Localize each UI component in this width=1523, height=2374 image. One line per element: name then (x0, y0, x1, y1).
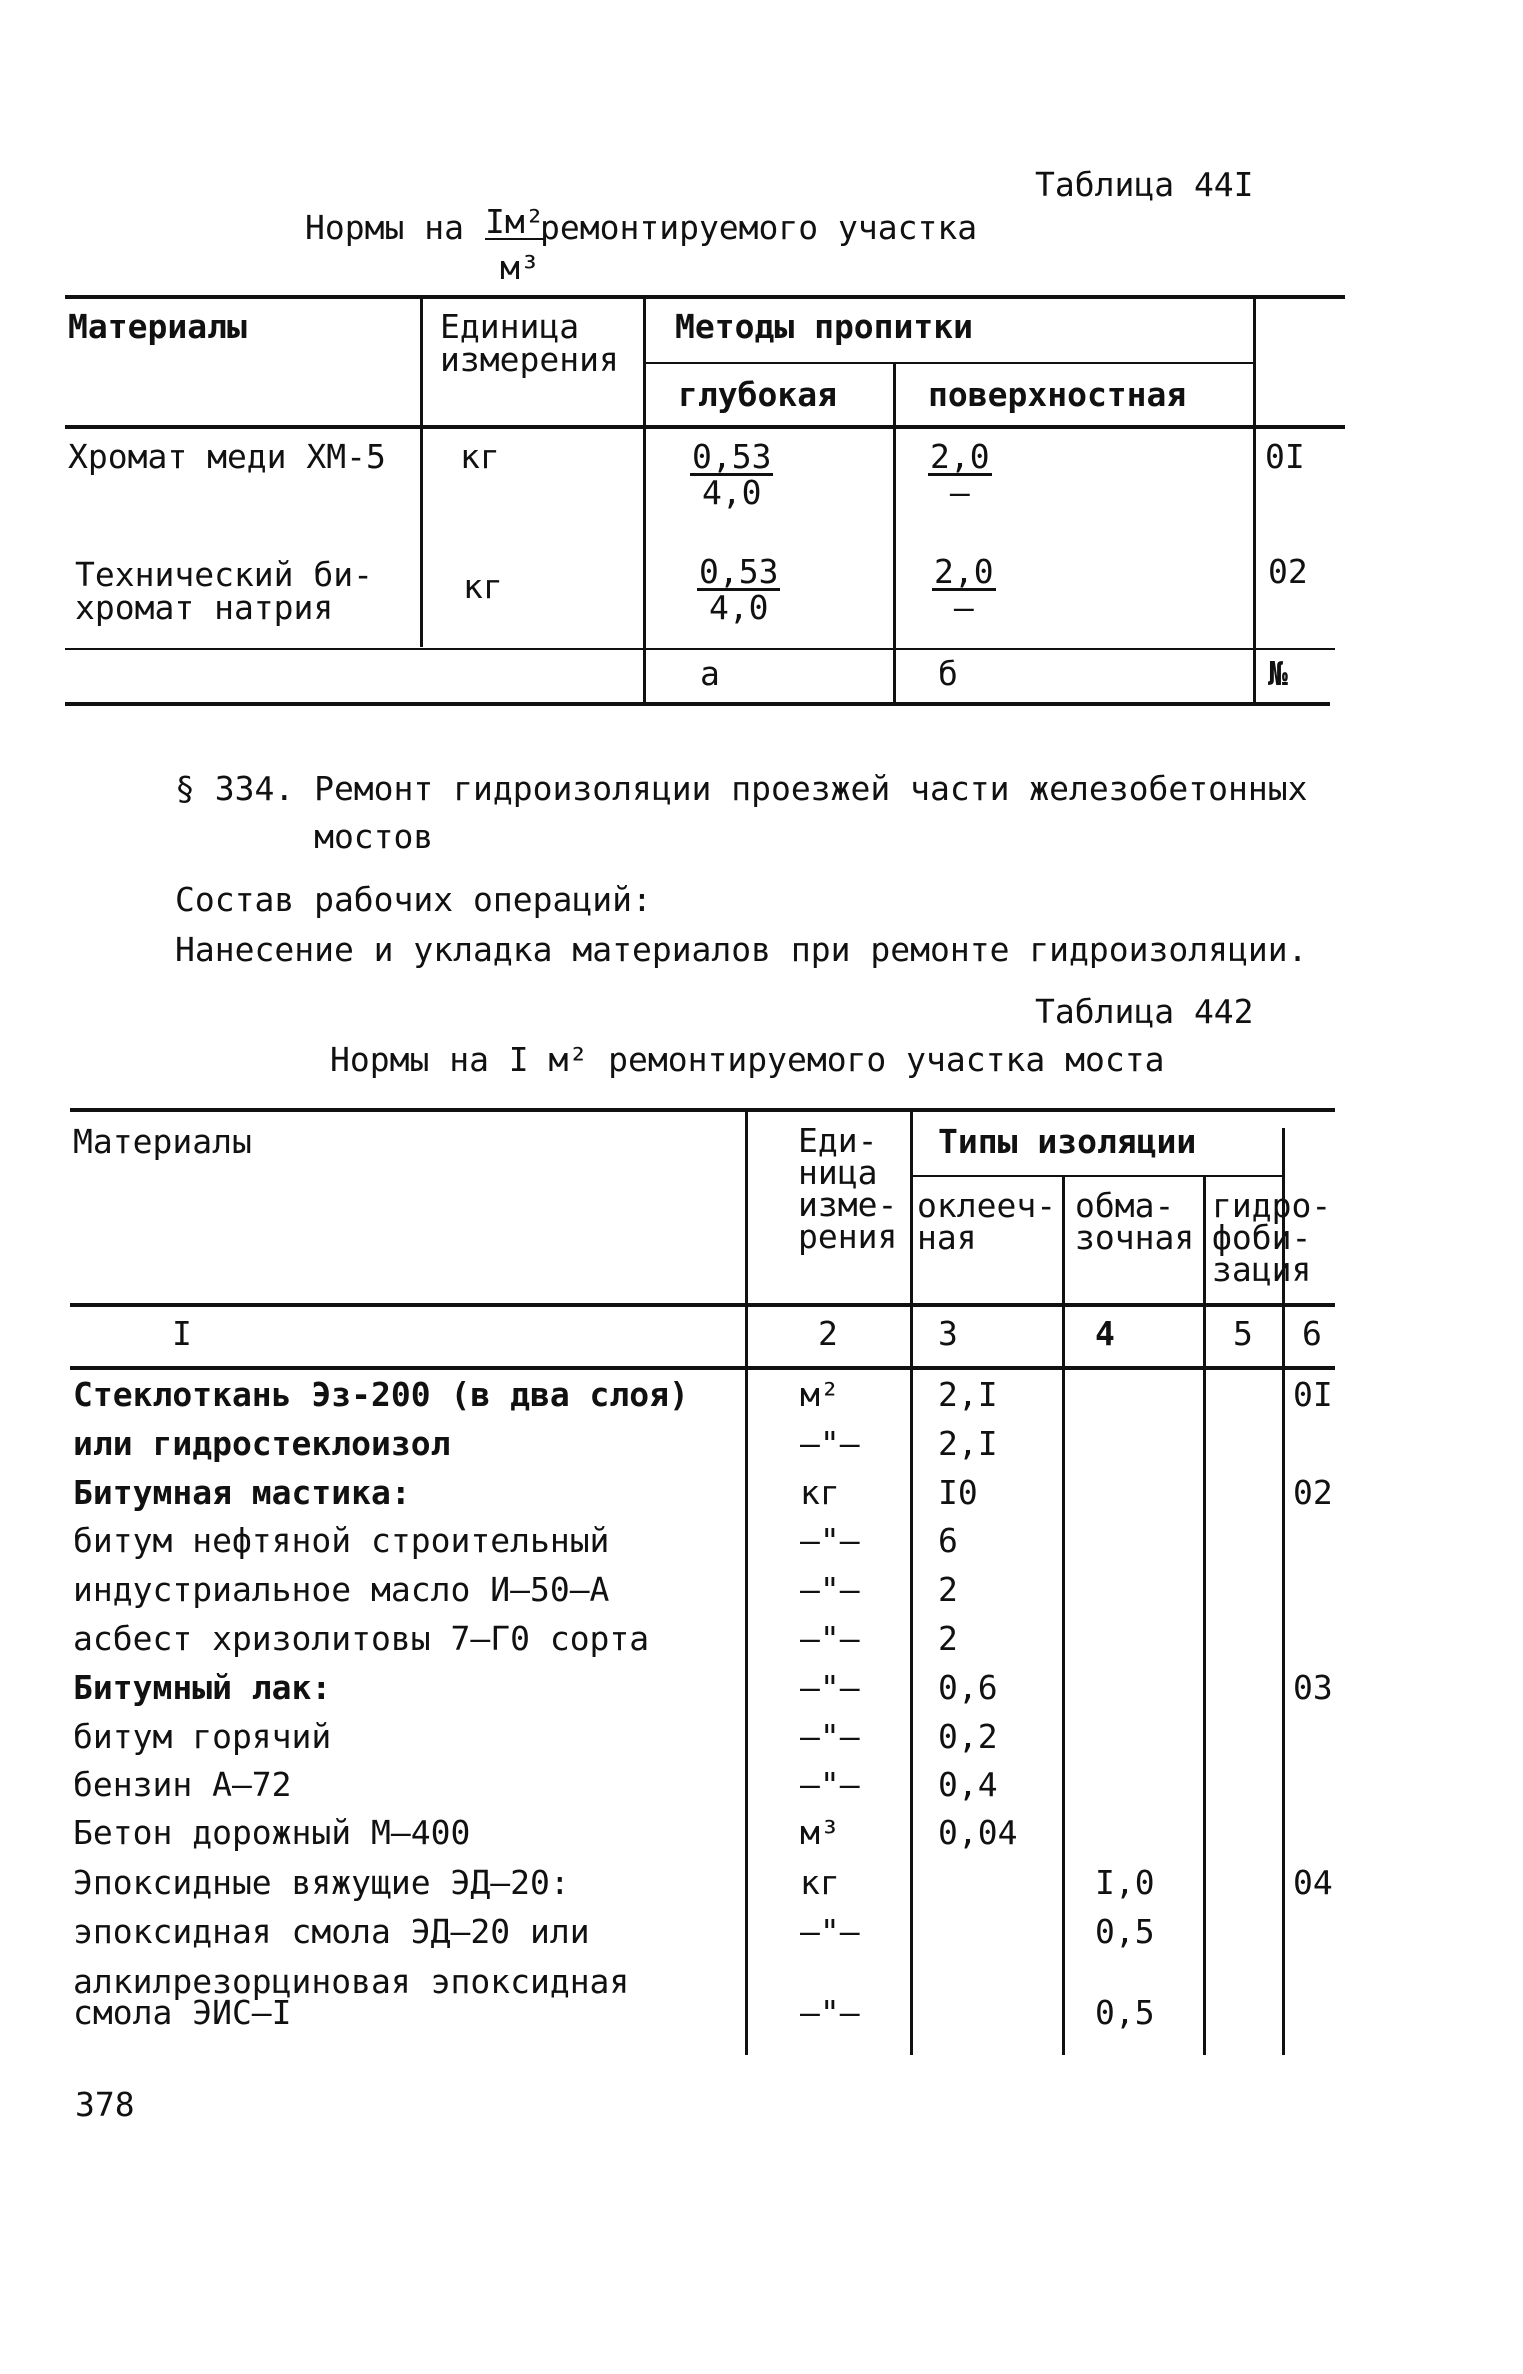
t442-v4 (1203, 1175, 1206, 2055)
page-number: 378 (75, 2085, 135, 2124)
t441-header-unit: Единица измерения (440, 307, 619, 379)
t442-row-glued: 2 (938, 1570, 958, 1609)
t442-row-unit: –"– (800, 1424, 860, 1463)
t442-row-material: Стеклоткань Эз-200 (в два слоя) (73, 1375, 689, 1414)
t441-row1-surf-den: – (949, 473, 970, 512)
title-prefix: Нормы на (305, 208, 464, 247)
t441-v4 (1253, 297, 1256, 702)
t442-v1 (745, 1110, 748, 2055)
t441-header-deep: глубокая (678, 375, 837, 414)
col-number-1: I (172, 1314, 192, 1353)
t442-row-unit: –"– (800, 1521, 860, 1560)
t442-top-rule (70, 1108, 1335, 1112)
t442-row-material: асбест хризолитовы 7–Г0 сорта (73, 1619, 650, 1658)
t441-row1-material: Хромат меди ХМ-5 (68, 437, 386, 476)
t441-footer-no: № (1268, 654, 1288, 693)
t441-header-methods: Методы пропитки (675, 307, 974, 346)
t442-header-glued: оклееч- ная (917, 1186, 1057, 1257)
t442-row-glued: 0,2 (938, 1717, 998, 1756)
t442-row-material: или гидростеклоизол (73, 1424, 451, 1463)
t442-header-unit: Еди- ница изме- рения (798, 1121, 898, 1256)
t442-row-material: индустриальное масло И–50–А (73, 1570, 610, 1609)
t441-header-bottom (65, 425, 1345, 429)
t442-row-material: бензин А–72 (73, 1765, 292, 1804)
col-number-2: 2 (818, 1314, 838, 1353)
t441-header-materials: Материалы (68, 307, 247, 346)
section-heading: § 334. Ремонт гидроизоляции проезжей части железобетонных мостов (175, 769, 1308, 856)
table-441-title (305, 208, 464, 247)
col-number-4: 4 (1095, 1314, 1115, 1353)
t442-v3 (1062, 1175, 1065, 2055)
t442-row-glued: 2,I (938, 1375, 998, 1414)
t441-methods-rule (645, 362, 1255, 364)
t442-header-hydro: гидро- фоби- зация (1212, 1186, 1332, 1289)
t441-header-surface: поверхностная (928, 375, 1187, 414)
t441-row1-no: 0I (1265, 437, 1305, 476)
t442-row-coated: 0,5 (1095, 1993, 1155, 2032)
t442-row-no: 04 (1293, 1863, 1333, 1902)
t441-top-rule (65, 295, 1345, 299)
t442-row-unit: –"– (800, 1912, 860, 1951)
col-number-5: 5 (1233, 1314, 1253, 1353)
t442-row-glued: 0,04 (938, 1813, 1018, 1852)
t442-row-unit: кг (800, 1863, 840, 1902)
title-unit-bottom: м³ (500, 248, 540, 287)
t442-row-material: битум нефтяной строительный (73, 1521, 610, 1560)
table-442-title: Нормы на I м² ремонтируемого участка моста (330, 1040, 1165, 1079)
t442-header-coated: обма- зочная (1075, 1186, 1195, 1257)
t442-header-types: Типы изоляции (938, 1122, 1197, 1161)
t441-footer-b: б (938, 654, 958, 693)
ops-label: Состав рабочих операций: (175, 880, 652, 919)
t441-v3 (893, 362, 896, 702)
t442-row-unit: –"– (800, 1668, 860, 1707)
table-441-label: Таблица 44I (1035, 165, 1254, 204)
t442-row-no: 0I (1293, 1375, 1333, 1414)
t442-row-coated: 0,5 (1095, 1912, 1155, 1951)
t442-row-unit: –"– (800, 1993, 860, 2032)
t442-row-no: 03 (1293, 1668, 1333, 1707)
t441-row2-unit: кг (463, 567, 503, 606)
t442-row-glued: 0,4 (938, 1765, 998, 1804)
t441-row2-deep-num: 0,53 (699, 552, 779, 591)
col-number-3: 3 (938, 1314, 958, 1353)
t442-row-material: битум горячий (73, 1717, 332, 1756)
t442-row-unit: –"– (800, 1570, 860, 1609)
t442-row-material: эпоксидная смола ЭД–20 или (73, 1912, 590, 1951)
t441-row2-surf-num: 2,0 (934, 552, 994, 591)
t441-bottom-rule (65, 702, 1330, 706)
t441-v2 (643, 297, 646, 702)
t442-row-glued: 2,I (938, 1424, 998, 1463)
t441-row1-unit: кг (460, 437, 500, 476)
t441-row1-deep-den: 4,0 (701, 473, 762, 512)
t442-row-material: Битумная мастика: (73, 1473, 411, 1512)
t441-row1-deep-num: 0,53 (692, 437, 772, 476)
t442-row-glued: I0 (938, 1473, 978, 1512)
t442-row-glued: 2 (938, 1619, 958, 1658)
t441-row2-deep (697, 552, 780, 627)
t442-types-rule (912, 1175, 1285, 1177)
t441-row2-no: 02 (1268, 552, 1308, 591)
t442-row-no: 02 (1293, 1473, 1333, 1512)
t442-row-coated: I,0 (1095, 1863, 1155, 1902)
t442-row-unit: кг (800, 1473, 840, 1512)
t442-numbers-bottom (70, 1366, 1335, 1370)
t441-row2-deep-den: 4,0 (708, 588, 769, 627)
t441-row1-surface (928, 437, 992, 512)
t441-row1-surf-num: 2,0 (930, 437, 990, 476)
table-442-label: Таблица 442 (1035, 992, 1254, 1031)
t442-row-unit: –"– (800, 1619, 860, 1658)
col-number-6: 6 (1302, 1314, 1322, 1353)
t441-row2-surf-den: – (953, 588, 974, 627)
t441-v1 (420, 297, 423, 647)
t442-row-glued: 6 (938, 1521, 958, 1560)
t442-row-unit: –"– (800, 1717, 860, 1756)
t442-row-material: Бетон дорожный М–400 (73, 1813, 471, 1852)
t442-row-unit: –"– (800, 1765, 860, 1804)
t442-row-material: Битумный лак: (73, 1668, 332, 1707)
t442-row-unit: м³ (800, 1813, 840, 1852)
t442-row-glued: 0,6 (938, 1668, 998, 1707)
title-suffix: ремонтируемого участка (540, 208, 978, 247)
t441-footer-a: а (700, 654, 720, 693)
t441-row2-surface (932, 552, 996, 627)
ops-text: Нанесение и укладка материалов при ремонте гидроизоляции. (175, 930, 1308, 969)
t442-header-bottom (70, 1303, 1335, 1307)
t442-row-material: Эпоксидные вяжущие ЭД–20: (73, 1863, 570, 1902)
t441-footer-rule (65, 648, 1335, 650)
title-unit-top: Iм² (485, 202, 545, 241)
t441-row1-deep (690, 437, 773, 512)
t442-header-materials: Материалы (73, 1122, 252, 1161)
t442-row-material: алкилрезорциновая эпоксидная смола ЭИС–I (73, 1962, 630, 2033)
t442-row-unit: м² (800, 1375, 840, 1414)
t441-row2-material: Технический би- хромат натрия (75, 555, 374, 627)
t442-v2 (910, 1110, 913, 2055)
